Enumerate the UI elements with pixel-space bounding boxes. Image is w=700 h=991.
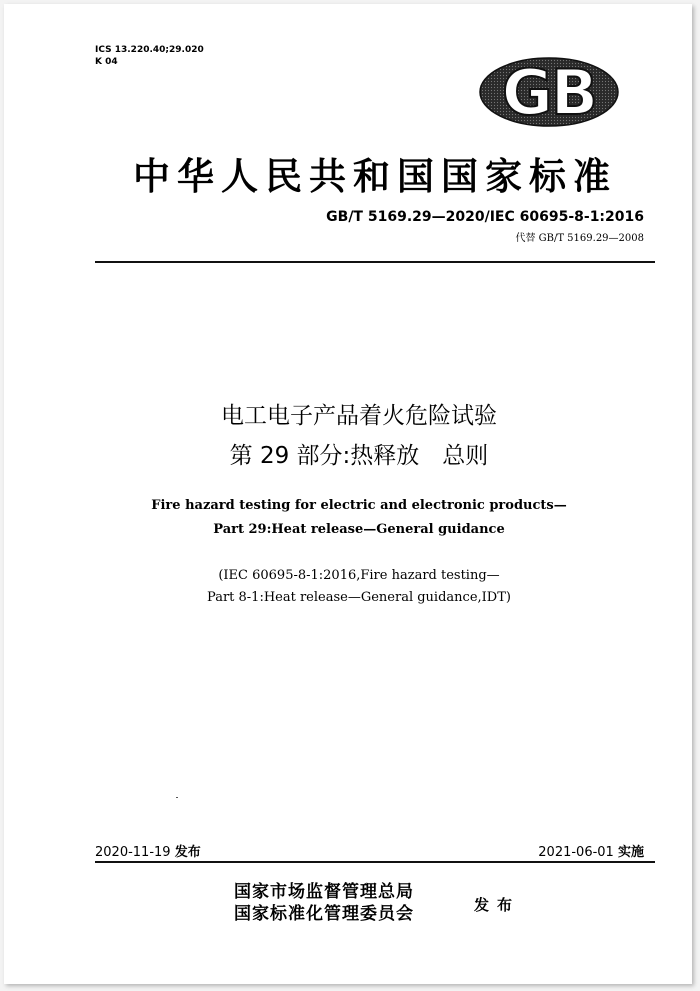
implement-date-value: 2021-06-01 — [538, 845, 614, 860]
issuer-line-1: 国家市场监督管理总局 — [234, 882, 414, 902]
issue-date-value: 2020-11-19 — [95, 845, 171, 860]
issuer-line-2: 国家标准化管理委员会 — [234, 904, 414, 924]
english-title-line-2: Part 29:Heat release—General guidance — [213, 522, 505, 537]
gb-logo-icon — [478, 56, 620, 128]
implement-label: 实施 — [617, 845, 644, 860]
publish-label: 发布 — [474, 896, 521, 914]
chinese-title-line-2: 第 29 部分:热释放 总则 — [229, 443, 489, 469]
main-title: 中华人民共和国国家标准 — [133, 154, 617, 198]
classification-codes — [95, 44, 204, 68]
iec-reference-line-2: Part 8-1:Heat release—General guidance,IDT) — [207, 590, 511, 605]
chinese-title-line-1: 电工电子产品着火危险试验 — [221, 403, 497, 429]
standard-number: GB/T 5169.29—2020/IEC 60695-8-1:2016 — [326, 209, 644, 225]
header-divider — [95, 261, 655, 263]
issue-label: 发布 — [174, 845, 201, 860]
ccs-code: K 04 — [95, 57, 118, 67]
iec-reference-line-1: (IEC 60695-8-1:2016,Fire hazard testing— — [218, 568, 500, 583]
implement-date — [538, 841, 644, 860]
replaces-standard: 代替 GB/T 5169.29—2008 — [515, 233, 644, 244]
ics-code: ICS 13.220.40;29.020 — [95, 45, 204, 55]
logo-text: GB — [501, 56, 597, 128]
footer-divider — [95, 861, 655, 863]
english-title-line-1: Fire hazard testing for electric and electronic products— — [151, 498, 567, 513]
document-page — [4, 4, 692, 984]
issuing-authorities — [234, 881, 414, 925]
issue-date — [95, 841, 201, 860]
scan-speck — [176, 797, 178, 798]
